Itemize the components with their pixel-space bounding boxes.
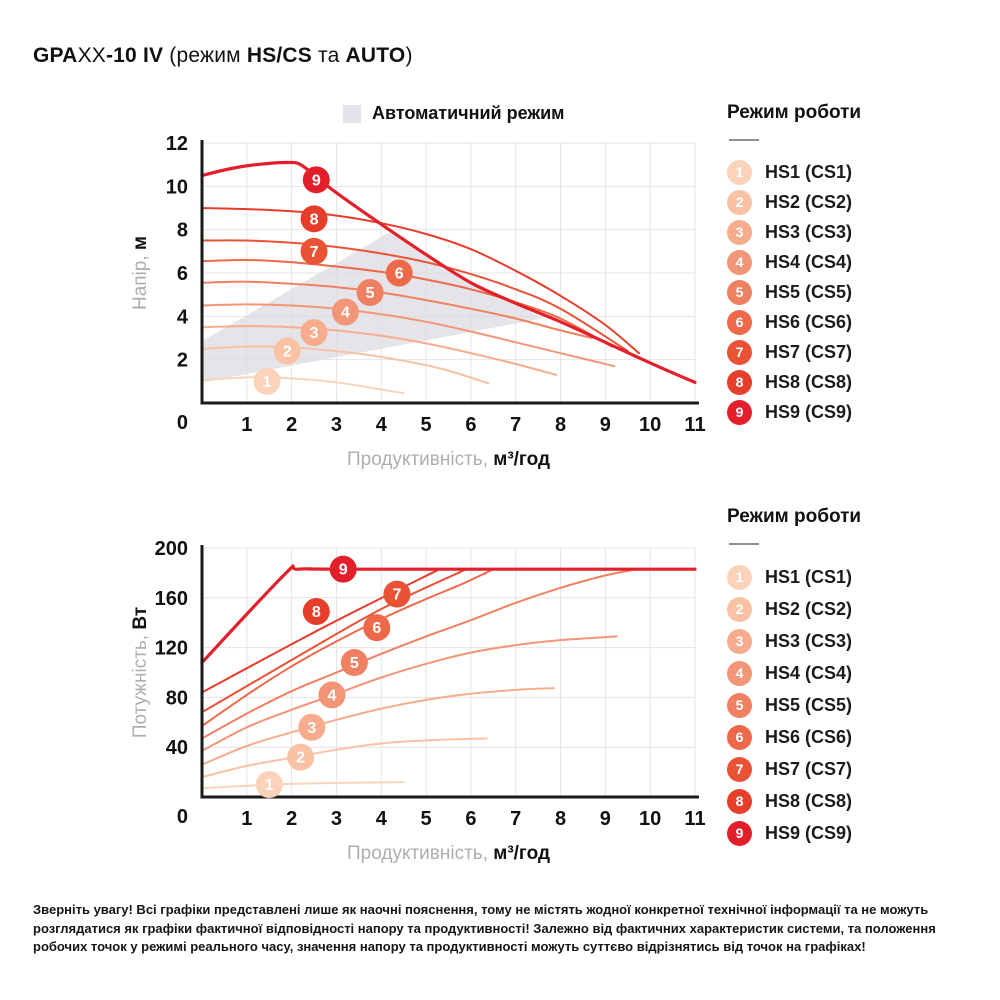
svg-text:2: 2	[296, 749, 306, 767]
y-tick-label: 12	[165, 133, 188, 155]
legend-item	[727, 277, 977, 307]
x-tick-label: 6	[465, 808, 477, 830]
legend-item	[727, 247, 977, 277]
svg-text:6: 6	[372, 620, 382, 638]
x-axis-title: Продуктивність, м³/год	[346, 449, 551, 470]
legend-item-label: HS9 (CS9)	[765, 822, 853, 843]
svg-text:7: 7	[309, 243, 319, 261]
legend-head-chart	[727, 102, 977, 427]
legend-item	[727, 187, 977, 217]
legend-item-badge: 9	[727, 821, 752, 846]
svg-text:8: 8	[309, 211, 319, 229]
legend-item-label: HS8 (CS8)	[765, 790, 853, 811]
curve-marker-8	[303, 598, 330, 625]
legend-items	[727, 157, 977, 427]
auto-mode-legend	[343, 103, 565, 124]
curve-marker-6	[363, 614, 390, 641]
legend-items	[727, 561, 977, 849]
curve-HS4 (CS4)	[202, 636, 617, 751]
y-tick-label: 4	[176, 306, 188, 329]
curve-marker-2	[274, 338, 301, 365]
curve-marker-1	[253, 368, 280, 395]
legend-item-label: HS3 (CS3)	[765, 221, 853, 242]
x-tick-label: 3	[330, 808, 343, 830]
curve-marker-7	[301, 238, 328, 265]
legend-item-badge: 2	[727, 597, 752, 622]
legend-item-badge: 8	[727, 789, 752, 814]
legend-item	[727, 561, 977, 593]
x-tick-label: 5	[420, 414, 432, 436]
auto-mode-label: Автоматичний режим	[372, 103, 565, 123]
x-tick-label: 8	[554, 414, 567, 436]
legend-item-badge: 8	[727, 370, 752, 395]
y-tick-label: 200	[154, 538, 188, 560]
legend-item-badge: 9	[727, 400, 752, 425]
legend-item-badge: 3	[727, 220, 752, 245]
legend-item	[727, 217, 977, 247]
legend-item-label: HS1 (CS1)	[765, 566, 853, 587]
curve-marker-5	[341, 649, 368, 676]
legend-item-badge: 7	[727, 757, 752, 782]
x-tick-label: 6	[465, 414, 477, 436]
title-segment: AUTO	[345, 44, 406, 67]
legend-item	[727, 657, 977, 689]
y-tick-label: 2	[176, 349, 188, 372]
legend-divider	[729, 139, 759, 141]
y-tick-label: 6	[176, 263, 188, 285]
title-segment: -10 IV	[105, 44, 164, 67]
legend-item-badge: 1	[727, 565, 752, 590]
legend-item-badge: 5	[727, 280, 752, 305]
power-vs-flow	[130, 538, 706, 864]
x-tick-label: 8	[554, 808, 567, 830]
head-vs-flow	[130, 133, 706, 470]
y-tick-label: 10	[165, 176, 188, 199]
x-tick-label: 11	[684, 414, 706, 436]
x-tick-label: 11	[684, 808, 706, 830]
power-chart	[120, 528, 720, 878]
x-tick-label: 1	[241, 808, 253, 830]
title-segment: та	[312, 44, 346, 67]
x-tick-label: 2	[286, 808, 298, 830]
legend-item	[727, 337, 977, 367]
svg-text:9: 9	[338, 561, 348, 579]
legend-item	[727, 817, 977, 849]
legend-item	[727, 785, 977, 817]
legend-title: Режим роботи	[727, 506, 862, 527]
svg-text:7: 7	[392, 586, 402, 604]
curve-marker-3	[298, 714, 325, 741]
legend-item-label: HS4 (CS4)	[765, 251, 853, 272]
curve-marker-1	[256, 771, 283, 798]
legend-item-label: HS1 (CS1)	[765, 161, 853, 182]
curve-marker-7	[383, 581, 410, 608]
curve-marker-6	[386, 260, 413, 287]
legend-item-label: HS7 (CS7)	[765, 758, 853, 779]
y-axis-title: Потужність, Вт	[130, 606, 151, 739]
curve-marker-9	[330, 556, 357, 583]
y-tick-label: 40	[165, 737, 188, 760]
x-tick-label: 4	[375, 808, 387, 830]
legend-item-label: HS8 (CS8)	[765, 371, 853, 392]
legend-title: Режим роботи	[727, 102, 862, 123]
origin-label: 0	[176, 806, 188, 828]
svg-text:5: 5	[349, 655, 359, 673]
svg-text:6: 6	[394, 265, 404, 283]
legend-item-badge: 6	[727, 310, 752, 335]
legend-item	[727, 397, 977, 427]
legend-item-badge: 5	[727, 693, 752, 718]
svg-text:2: 2	[282, 343, 292, 361]
legend-item	[727, 625, 977, 657]
x-tick-label: 9	[599, 414, 611, 436]
x-tick-label: 10	[639, 414, 662, 436]
y-tick-label: 120	[154, 637, 188, 660]
legend-divider	[729, 543, 759, 545]
legend-item	[727, 157, 977, 187]
legend-item-label: HS5 (CS5)	[765, 281, 853, 302]
title-segment: )	[405, 44, 413, 67]
legend-item-label: HS5 (CS5)	[765, 694, 853, 715]
legend-item	[727, 689, 977, 721]
title-segment: (режим	[163, 44, 247, 67]
legend-item-label: HS6 (CS6)	[765, 311, 853, 332]
curve-marker-4	[332, 299, 359, 326]
x-tick-label: 3	[330, 414, 343, 436]
curve-marker-2	[287, 744, 314, 771]
x-tick-label: 9	[599, 808, 611, 830]
footer-note: Зверніть увагу! Всі графіки представлені лише як наочні пояснення, тому не містять жодної конкретної технічної інформації та не можуть розглядатися як графіки фактичної відповідності напору та продуктивності! Залежно від фактичних характеристик системи, та положення робочих точок у режимі реального часу, значення напору та продуктивності можуть суттєво відрізнятись від точок на графіках!	[33, 902, 936, 955]
x-tick-label: 7	[510, 414, 522, 436]
legend-item-badge: 2	[727, 190, 752, 215]
svg-text:5: 5	[365, 285, 375, 302]
legend-item-label: HS2 (CS2)	[765, 191, 853, 212]
legend-item-badge: 7	[727, 340, 752, 365]
legend-item-label: HS6 (CS6)	[765, 726, 853, 747]
curve-marker-5	[357, 279, 384, 306]
curve-HS3 (CS3)	[202, 688, 554, 765]
curve-marker-4	[318, 681, 345, 708]
legend-item-badge: 4	[727, 250, 752, 275]
y-tick-label: 8	[176, 219, 188, 242]
legend-item-badge: 6	[727, 725, 752, 750]
svg-text:1: 1	[264, 777, 274, 795]
curve-HS1 (CS1)	[202, 782, 404, 788]
legend-item	[727, 593, 977, 625]
legend-item-label: HS7 (CS7)	[765, 341, 853, 362]
title-segment: HS/CS	[246, 44, 313, 67]
title-segment: XX	[77, 44, 106, 67]
curve-marker-8	[301, 205, 328, 232]
svg-text:8: 8	[311, 603, 321, 621]
legend-item	[727, 307, 977, 337]
svg-text:3: 3	[307, 719, 317, 737]
x-tick-label: 2	[286, 414, 298, 436]
x-tick-label: 4	[375, 414, 387, 436]
svg-text:9: 9	[311, 172, 321, 190]
legend-power-chart	[727, 506, 977, 849]
auto-mode-swatch-icon	[343, 105, 361, 123]
curve-marker-9	[303, 166, 330, 193]
legend-item	[727, 721, 977, 753]
svg-text:3: 3	[309, 325, 319, 343]
origin-label: 0	[176, 412, 188, 434]
legend-item	[727, 753, 977, 785]
page-title	[33, 44, 413, 68]
legend-item-badge: 4	[727, 661, 752, 686]
legend-item	[727, 367, 977, 397]
x-axis-title: Продуктивність, м³/год	[346, 843, 551, 864]
legend-item-label: HS9 (CS9)	[765, 401, 853, 422]
curve-HS1 (CS1)	[202, 377, 404, 393]
y-axis-title: Напір, м	[130, 236, 151, 310]
y-tick-label: 80	[165, 687, 188, 710]
y-tick-label: 160	[154, 587, 188, 610]
svg-text:1: 1	[262, 373, 272, 391]
legend-item-label: HS4 (CS4)	[765, 662, 853, 683]
curve-marker-3	[301, 319, 328, 346]
head-chart	[120, 128, 720, 478]
x-tick-label: 10	[639, 808, 662, 830]
svg-text:4: 4	[340, 304, 350, 322]
legend-item-label: HS3 (CS3)	[765, 630, 853, 651]
title-segment: GPA	[33, 44, 78, 67]
legend-item-badge: 1	[727, 160, 752, 185]
x-tick-label: 5	[420, 808, 432, 830]
x-tick-label: 1	[241, 414, 253, 436]
svg-text:4: 4	[327, 687, 337, 705]
legend-item-label: HS2 (CS2)	[765, 598, 853, 619]
legend-item-badge: 3	[727, 629, 752, 654]
x-tick-label: 7	[510, 808, 522, 830]
curve-HS2 (CS2)	[202, 739, 487, 778]
